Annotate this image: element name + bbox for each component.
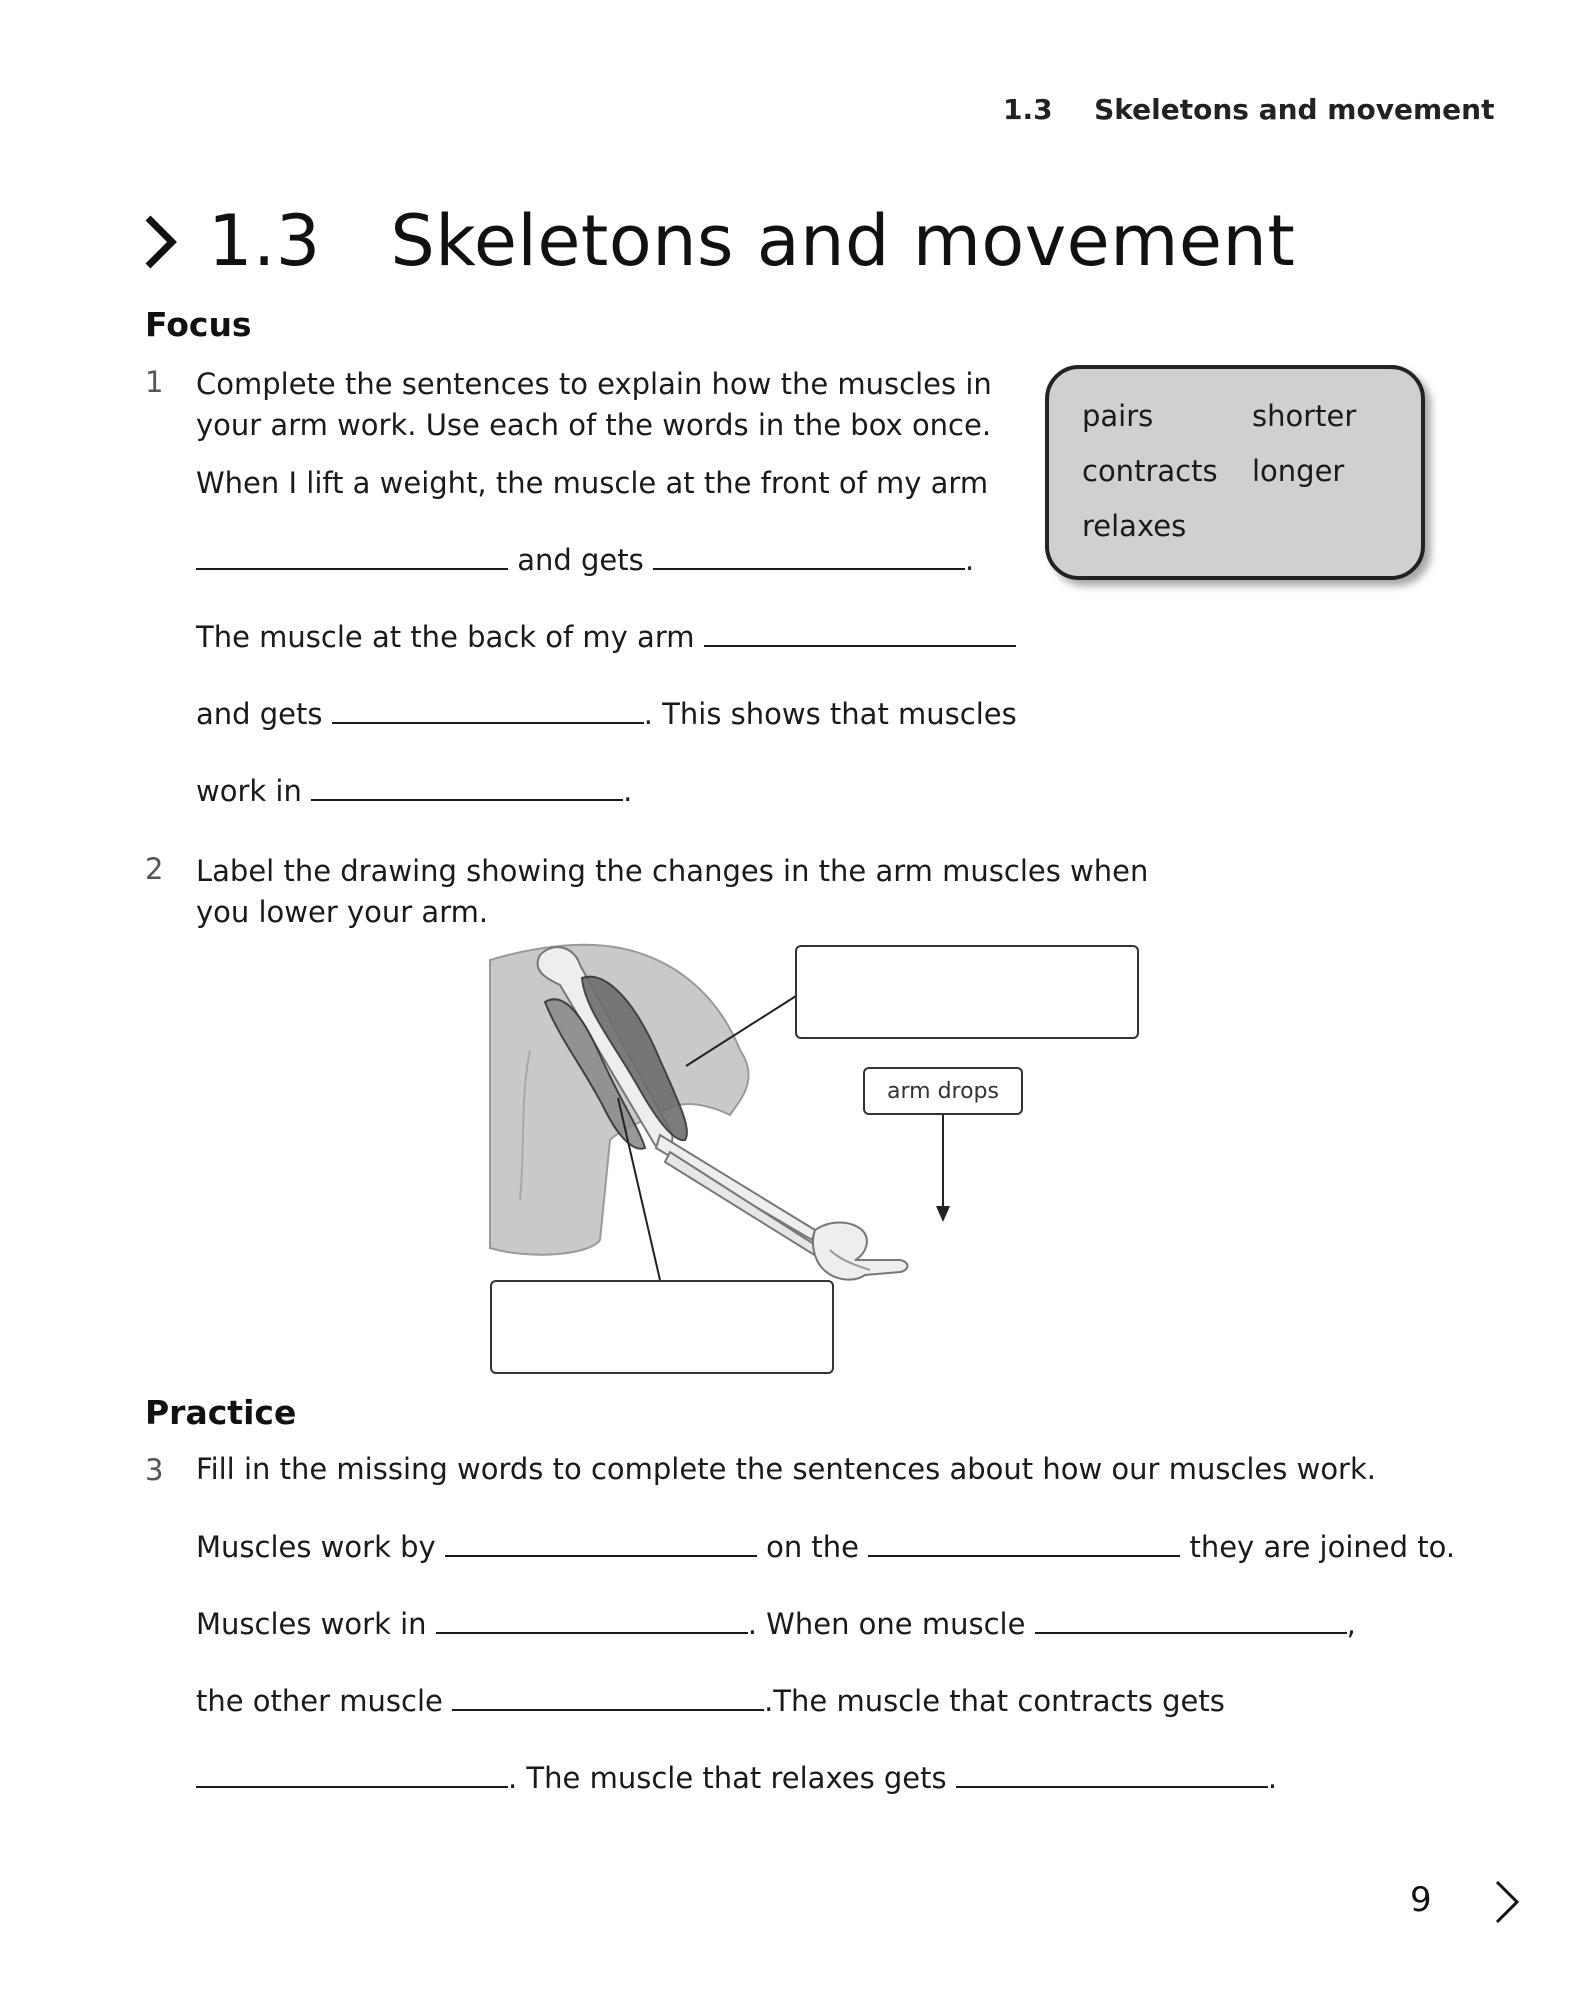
word-box-item: relaxes [1082, 509, 1187, 543]
answer-blank[interactable] [1035, 1631, 1347, 1634]
q3-r1-text-b: on the [766, 1530, 860, 1564]
q1-s2-text: and gets [517, 543, 644, 577]
q3-r2-text-c: , [1346, 1607, 1356, 1641]
q1-s5-end: . [623, 774, 633, 808]
word-box [1045, 365, 1425, 580]
title-chevron-icon [140, 212, 180, 272]
arm-drops-label [863, 1067, 1023, 1115]
title-number: 1.3 [208, 200, 321, 282]
q3-r4-text-a: . The muscle that relaxes gets [508, 1761, 947, 1795]
word-box-item: shorter [1252, 399, 1357, 433]
q1-s2-end: . [964, 543, 975, 577]
q3-sentence-4 [196, 1761, 1277, 1795]
q3-sentence-3 [196, 1684, 1225, 1718]
q1-s4-text: and gets [196, 697, 323, 731]
word-box-item: contracts [1082, 454, 1218, 488]
upper-label-box[interactable] [795, 945, 1139, 1039]
lower-label-box[interactable] [490, 1280, 834, 1374]
q1-prompt-line-1: Complete the sentences to explain how the muscles in [196, 367, 992, 401]
arm-drops-text: arm drops [887, 1078, 999, 1104]
answer-blank[interactable] [452, 1708, 764, 1711]
forearm-bone-lower [665, 1152, 820, 1256]
q2-prompt-line-2: you lower your arm. [196, 895, 489, 929]
word-box-item: longer [1252, 454, 1345, 488]
q1-sentence-3 [196, 620, 1016, 654]
q1-sentence-5 [196, 774, 632, 808]
q3-r1-text-c: they are joined to. [1189, 1530, 1456, 1564]
word-box-item: pairs [1082, 399, 1154, 433]
running-header [1003, 93, 1494, 126]
header-section-title: Skeletons and movement [1094, 93, 1495, 126]
page-title [208, 200, 1295, 282]
q1-s4-end: . This shows that muscles [643, 697, 1017, 731]
q2-prompt-line-1: Label the drawing showing the changes in the arm muscles when [196, 854, 1149, 888]
question-3-number: 3 [145, 1453, 164, 1487]
q1-prompt-line-2: your arm work. Use each of the words in the box once. [196, 408, 992, 442]
answer-blank[interactable] [196, 1785, 508, 1788]
focus-heading: Focus [145, 305, 252, 344]
page-number: 9 [1410, 1880, 1432, 1920]
q3-sentence-1 [196, 1530, 1455, 1564]
answer-blank[interactable] [445, 1554, 757, 1557]
answer-blank[interactable] [196, 567, 508, 570]
question-3-prompt: Fill in the missing words to complete the sentences about how our muscles work. [196, 1452, 1376, 1486]
header-section-number: 1.3 [1003, 93, 1053, 126]
q3-r1-text-a: Muscles work by [196, 1530, 436, 1564]
arrow-down-icon [936, 1206, 950, 1222]
practice-heading: Practice [145, 1393, 297, 1432]
q3-sentence-2 [196, 1607, 1356, 1641]
q3-r4-text-b: . [1267, 1761, 1278, 1795]
answer-blank[interactable] [868, 1554, 1180, 1557]
q1-sentence-2 [196, 543, 974, 577]
forearm-bone-upper [656, 1135, 815, 1240]
question-1-number: 1 [145, 365, 164, 399]
answer-blank[interactable] [311, 798, 623, 801]
answer-blank[interactable] [332, 721, 644, 724]
q3-r2-text-a: Muscles work in [196, 1607, 427, 1641]
hand-bones [813, 1223, 908, 1280]
answer-blank[interactable] [704, 644, 1016, 647]
next-page-chevron-icon[interactable] [1492, 1878, 1522, 1926]
q3-r2-text-b: . When one muscle [747, 1607, 1026, 1641]
q3-r3-text-a: the other muscle [196, 1684, 443, 1718]
q1-sentence-1: When I lift a weight, the muscle at the front of my arm [196, 466, 989, 500]
question-1-prompt [196, 364, 992, 446]
answer-blank[interactable] [436, 1631, 748, 1634]
title-text: Skeletons and movement [390, 200, 1296, 282]
answer-blank[interactable] [653, 567, 965, 570]
q1-s3-text: The muscle at the back of my arm [196, 620, 695, 654]
answer-blank[interactable] [956, 1785, 1268, 1788]
question-2-prompt [196, 851, 1148, 933]
question-2-number: 2 [145, 852, 164, 886]
q1-sentence-4 [196, 697, 1017, 731]
q1-s5-text: work in [196, 774, 302, 808]
q3-r3-text-b: .The muscle that contracts gets [764, 1684, 1225, 1718]
